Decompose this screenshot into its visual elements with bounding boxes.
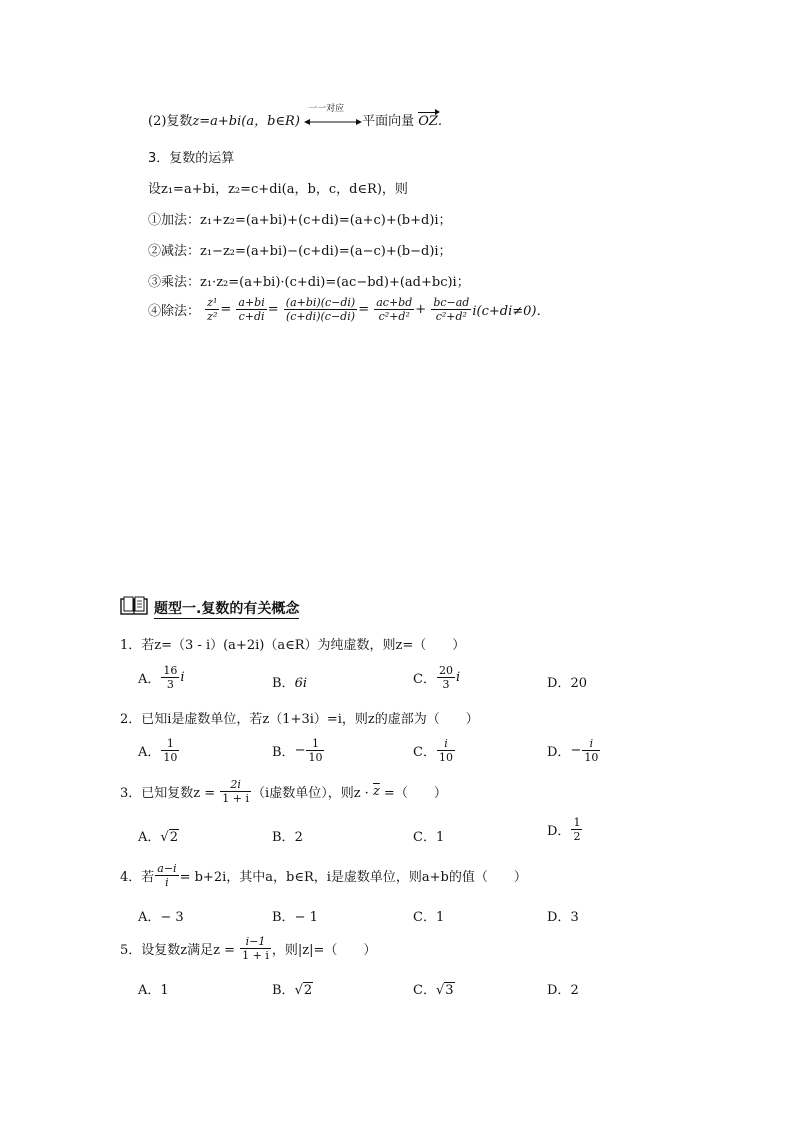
sqrt-icon: √2 bbox=[294, 983, 313, 998]
q5-option-c[interactable]: C．√3 bbox=[413, 983, 454, 998]
addition-rule: ①加法：z₁+z₂=(a+bi)+(c+di)=(a+c)+(b+d)i； bbox=[148, 213, 452, 228]
q4-option-d[interactable]: D．3 bbox=[547, 910, 579, 925]
q2-d-frac: $\frac{i}{10}$ bbox=[584, 737, 599, 764]
q1-option-c[interactable]: C． $\frac{20}{3}$ i bbox=[413, 664, 461, 691]
item2-expr: z=a+bi(a，b∈R) bbox=[192, 114, 300, 129]
item2-suffix: 平面向量 bbox=[362, 114, 415, 129]
q2-c-frac: $\frac{i}{10}$ bbox=[438, 737, 453, 764]
q3-option-a[interactable]: A．√2 bbox=[138, 830, 178, 845]
q4-stem-frac: $\frac{a-i}{i}$ bbox=[157, 862, 177, 889]
division-frac-3: $\frac{(a+bi)(c-di)}{(c+di)(c-di)}$ bbox=[285, 296, 356, 323]
subtraction-rule: ②减法：z₁−z₂=(a+bi)−(c+di)=(a−c)+(b−d)i； bbox=[148, 244, 452, 259]
q1-option-b[interactable]: B．6i bbox=[272, 676, 307, 691]
q5-option-b[interactable]: B．√2 bbox=[272, 983, 313, 998]
setup-line: 设z₁=a+bi，z₂=c+di(a，b，c，d∈R)，则 bbox=[148, 182, 408, 197]
division-frac-5: $\frac{bc-ad}{\text{c²+d²}}$ bbox=[433, 296, 470, 323]
sqrt-icon: √2 bbox=[160, 830, 178, 845]
q3-option-c[interactable]: C．1 bbox=[413, 830, 445, 845]
book-icon bbox=[120, 596, 148, 620]
q1-option-a[interactable]: A． $\frac{16}{3}$ i bbox=[138, 664, 185, 691]
q2-b-frac: $\frac{1}{10}$ bbox=[308, 737, 323, 764]
q2-option-c[interactable]: C． $\frac{i}{10}$ bbox=[413, 737, 453, 764]
q4-option-c[interactable]: C．1 bbox=[413, 910, 445, 925]
heading-operations: 3．复数的运算 bbox=[148, 151, 235, 166]
q5-option-d[interactable]: D．2 bbox=[547, 983, 579, 998]
q5-option-a[interactable]: A．1 bbox=[138, 983, 169, 998]
q5-stem-frac: $\frac{i-1}{1 + i}$ bbox=[242, 935, 269, 962]
question-3-stem: 3．已知复数z = $\frac{2i}{1 + i}$ （i虚数单位），则$z \cdot \overline{z}$ =（ ） bbox=[120, 778, 447, 805]
division-frac-4: $\frac{ac+bd}{\text{c²+d²}}$ bbox=[376, 296, 413, 323]
z-conjugate: $\overline{z}$ bbox=[372, 784, 380, 799]
q2-option-d[interactable]: D．− $\frac{i}{10}$ bbox=[547, 737, 599, 764]
q4-option-a[interactable]: A．− 3 bbox=[138, 910, 184, 925]
division-frac-2: $\frac{a+bi}{c+di}$ bbox=[238, 296, 265, 323]
sqrt-icon: √3 bbox=[435, 983, 454, 998]
q3-stem-frac: $\frac{2i}{1 + i}$ bbox=[222, 778, 250, 805]
q2-option-a[interactable]: A． $\frac{1}{10}$ bbox=[138, 737, 178, 764]
division-rule: ④除法： $\frac{\text{z¹}}{\text{z²}}$ = $\frac{a+bi}{c+di}$ = $\frac{(a+bi)(c-di)}{(c+di)(c-di)}$ = $\frac{ac+bd}{\text{c²+d²}}$ + $\frac{bc-ad}{\text{c²+d²}}$ i(c+di≠0)． bbox=[148, 296, 550, 323]
q4-option-b[interactable]: B．− 1 bbox=[272, 910, 318, 925]
multiplication-rule: ③乘法：z₁·z₂=(a+bi)·(c+di)=(ac−bd)+(ad+bc)i； bbox=[148, 275, 470, 290]
division-tail: i(c+di≠0)． bbox=[472, 304, 550, 319]
bidirectional-arrow-icon bbox=[304, 103, 362, 129]
q3-option-b[interactable]: B．2 bbox=[272, 830, 303, 845]
division-label: ④除法： bbox=[148, 304, 201, 319]
vector-oz: OZ bbox=[418, 114, 438, 129]
question-5-stem: 5．设复数z满足z = $\frac{i-1}{1 + i}$ ，则|z|=（ ） bbox=[120, 935, 377, 962]
q3-d-frac: $\frac{1}{2}$ bbox=[573, 816, 581, 843]
q3-option-d[interactable]: D． $\frac{1}{2}$ bbox=[547, 816, 581, 843]
question-4-stem: 4．若 $\frac{a-i}{i}$ = b+2i，其中a，b∈R，i是虚数单位，则a+b的值（ ） bbox=[120, 862, 527, 889]
arrow-label: 一一对应 bbox=[308, 103, 345, 114]
question-1-stem: 1．若z=（3 - i）(a+2i)（a∈R）为纯虚数，则z=（ ） bbox=[120, 638, 466, 653]
complex-vector-correspondence: (2)复数z=a+bi(a，b∈R) 一一对应 平面向量 OZ. bbox=[148, 110, 442, 129]
q1-option-d[interactable]: D．20 bbox=[547, 676, 587, 691]
item2-prefix: (2)复数 bbox=[148, 114, 193, 129]
q2-a-frac: $\frac{1}{10}$ bbox=[163, 737, 178, 764]
division-frac-1: $\frac{\text{z¹}}{\text{z²}}$ bbox=[207, 296, 218, 323]
q1-a-frac: $\frac{16}{3}$ bbox=[163, 664, 178, 691]
section-title: 题型一.复数的有关概念 bbox=[154, 600, 300, 617]
question-2-stem: 2．已知i是虚数单位，若z（1+3i）=i，则z的虚部为（ ） bbox=[120, 712, 479, 727]
q2-option-b[interactable]: B．− $\frac{1}{10}$ bbox=[272, 737, 323, 764]
section-header bbox=[120, 596, 299, 620]
q1-c-frac: $\frac{20}{3}$ bbox=[438, 664, 453, 691]
